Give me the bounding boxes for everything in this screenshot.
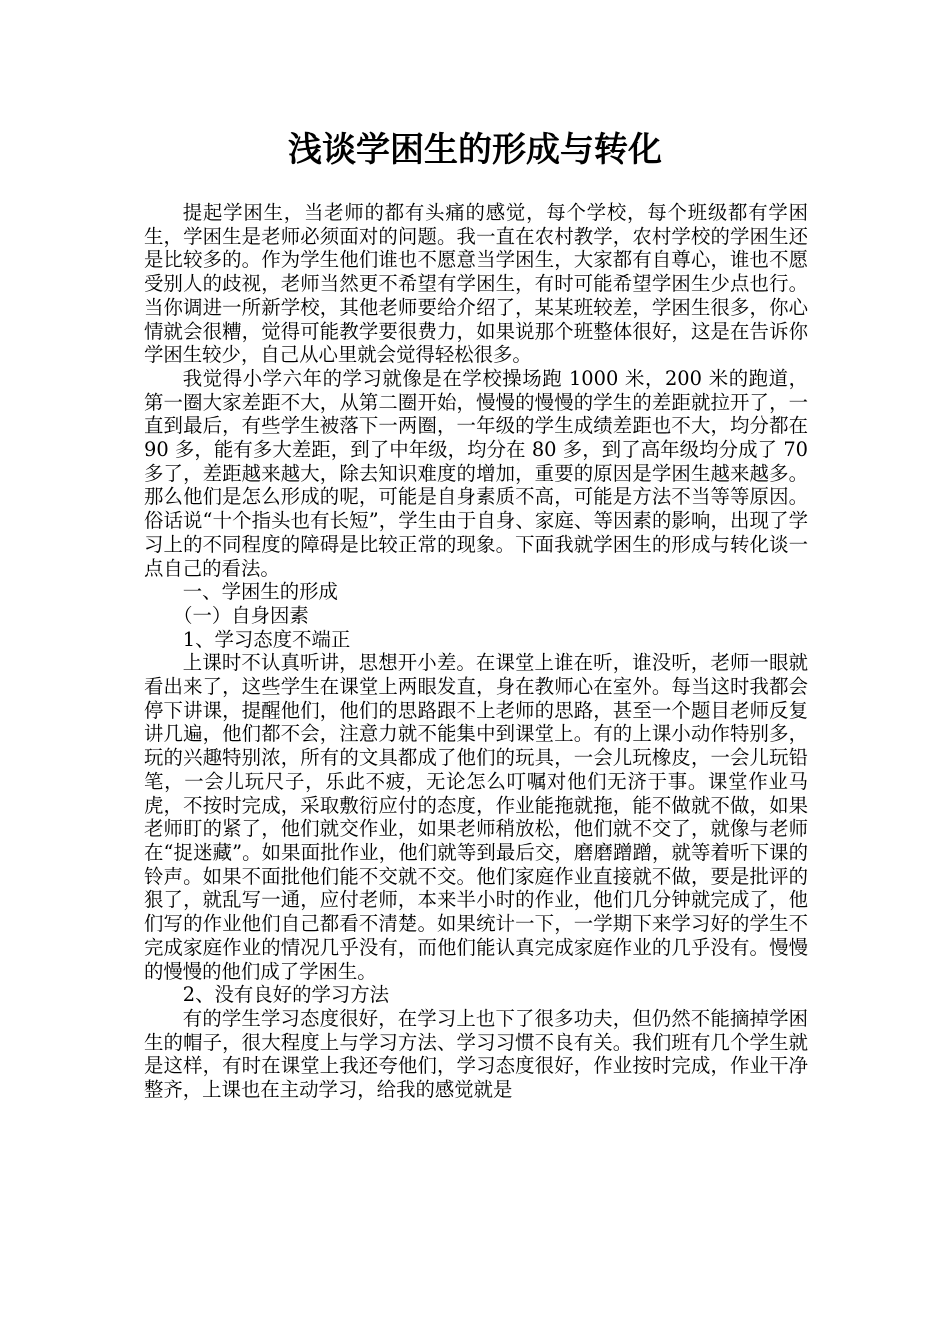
document-title: 浅谈学困生的形成与转化 — [288, 130, 662, 170]
subsection-heading-self-factors: （一）自身因素 — [173, 603, 309, 627]
point-heading-attitude: 1、学习态度不端正 — [182, 627, 351, 651]
section-heading-formation: 一、学困生的形成 — [182, 580, 338, 604]
point-heading-method: 2、没有良好的学习方法 — [182, 983, 390, 1007]
paragraph-intro: 提起学困生，当老师的都有头痛的感觉，每个学校，每个班级都有学困生，学困生是老师必须面对的问题。我一直在农村教学，农村学校的学困生还是比较多的。作为学生他们谁也不愿意当学困生，大家都有自尊心，谁也不愿受别人的歧视，老师当然更不希望有学困生，有时可能希望学困生少点也行。当你调进一所新学校，其他老师要给介绍了，某某班较差，学困生很多，你心情就会很糟，觉得可能教学要很费力，如果说那个班整体很好，这是在告诉你学困生较少，自己从心里就会觉得轻松很多。 — [144, 201, 808, 367]
paragraph-running-analogy: 我觉得小学六年的学习就像是在学校操场跑 1000 米，200 米的跑道，第一圈大家差距不大，从第二圈开始，慢慢的慢慢的学生的差距就拉开了，一直到最后，有些学生被落下一两圈，一年级的学生成绩差距也不大，均分都在 90 多，能有多大差距，到了中年级，均分在 80 多，到了高年级均分成了 70 多了，差距越来越大，除去知识难度的增加，重要的原因是学困生越来越多。那么他们是怎么形成的呢，可能是自身素质不高，可能是方法不当等等原因。俗话说“十个指头也有长短”，学生由于自身、家庭、等因素的影响，出现了学习上的不同程度的障碍是比较正常的现象。下面我就学困生的形成与转化谈一点自己的看法。 — [144, 366, 808, 580]
document-body — [144, 201, 808, 1102]
paragraph-method: 有的学生学习态度很好，在学习上也下了很多功夫，但仍然不能摘掉学困生的帽子，很大程度上与学习方法、学习习惯不良有关。我们班有几个学生就是这样，有时在课堂上我还夸他们，学习态度很好，作业按时完成，作业干净整齐，上课也在主动学习，给我的感觉就是 — [144, 1006, 808, 1102]
paragraph-attitude: 上课时不认真听讲，思想开小差。在课堂上谁在听，谁没听，老师一眼就看出来了，这些学生在课堂上两眼发直，身在教师心在室外。每当这时我都会停下讲课，提醒他们，他们的思路跟不上老师的思路，甚至一个题目老师反复讲几遍，他们都不会，注意力就不能集中到课堂上。有的上课小动作特别多，玩的兴趣特别浓，所有的文具都成了他们的玩具，一会儿玩橡皮，一会儿玩铅笔，一会儿玩尺子，乐此不疲，无论怎么叮嘱对他们无济于事。课堂作业马虎，不按时完成，采取敷衍应付的态度，作业能拖就拖，能不做就不做，如果老师盯的紧了，他们就交作业，如果老师稍放松，他们就不交了，就像与老师在“捉迷藏”。如果面批作业，他们就等到最后交，磨磨蹭蹭，就等着听下课的铃声。如果不面批他们能不交就不交。他们家庭作业直接就不做，要是批评的狠了，就乱写一通，应付老师，本来半小时的作业，他们几分钟就完成了，他们写的作业他们自己都看不清楚。如果统计一下，一学期下来学习好的学生不完成家庭作业的情况几乎没有，而他们能认真完成家庭作业的几乎没有。慢慢的慢慢的他们成了学困生。 — [144, 651, 808, 983]
